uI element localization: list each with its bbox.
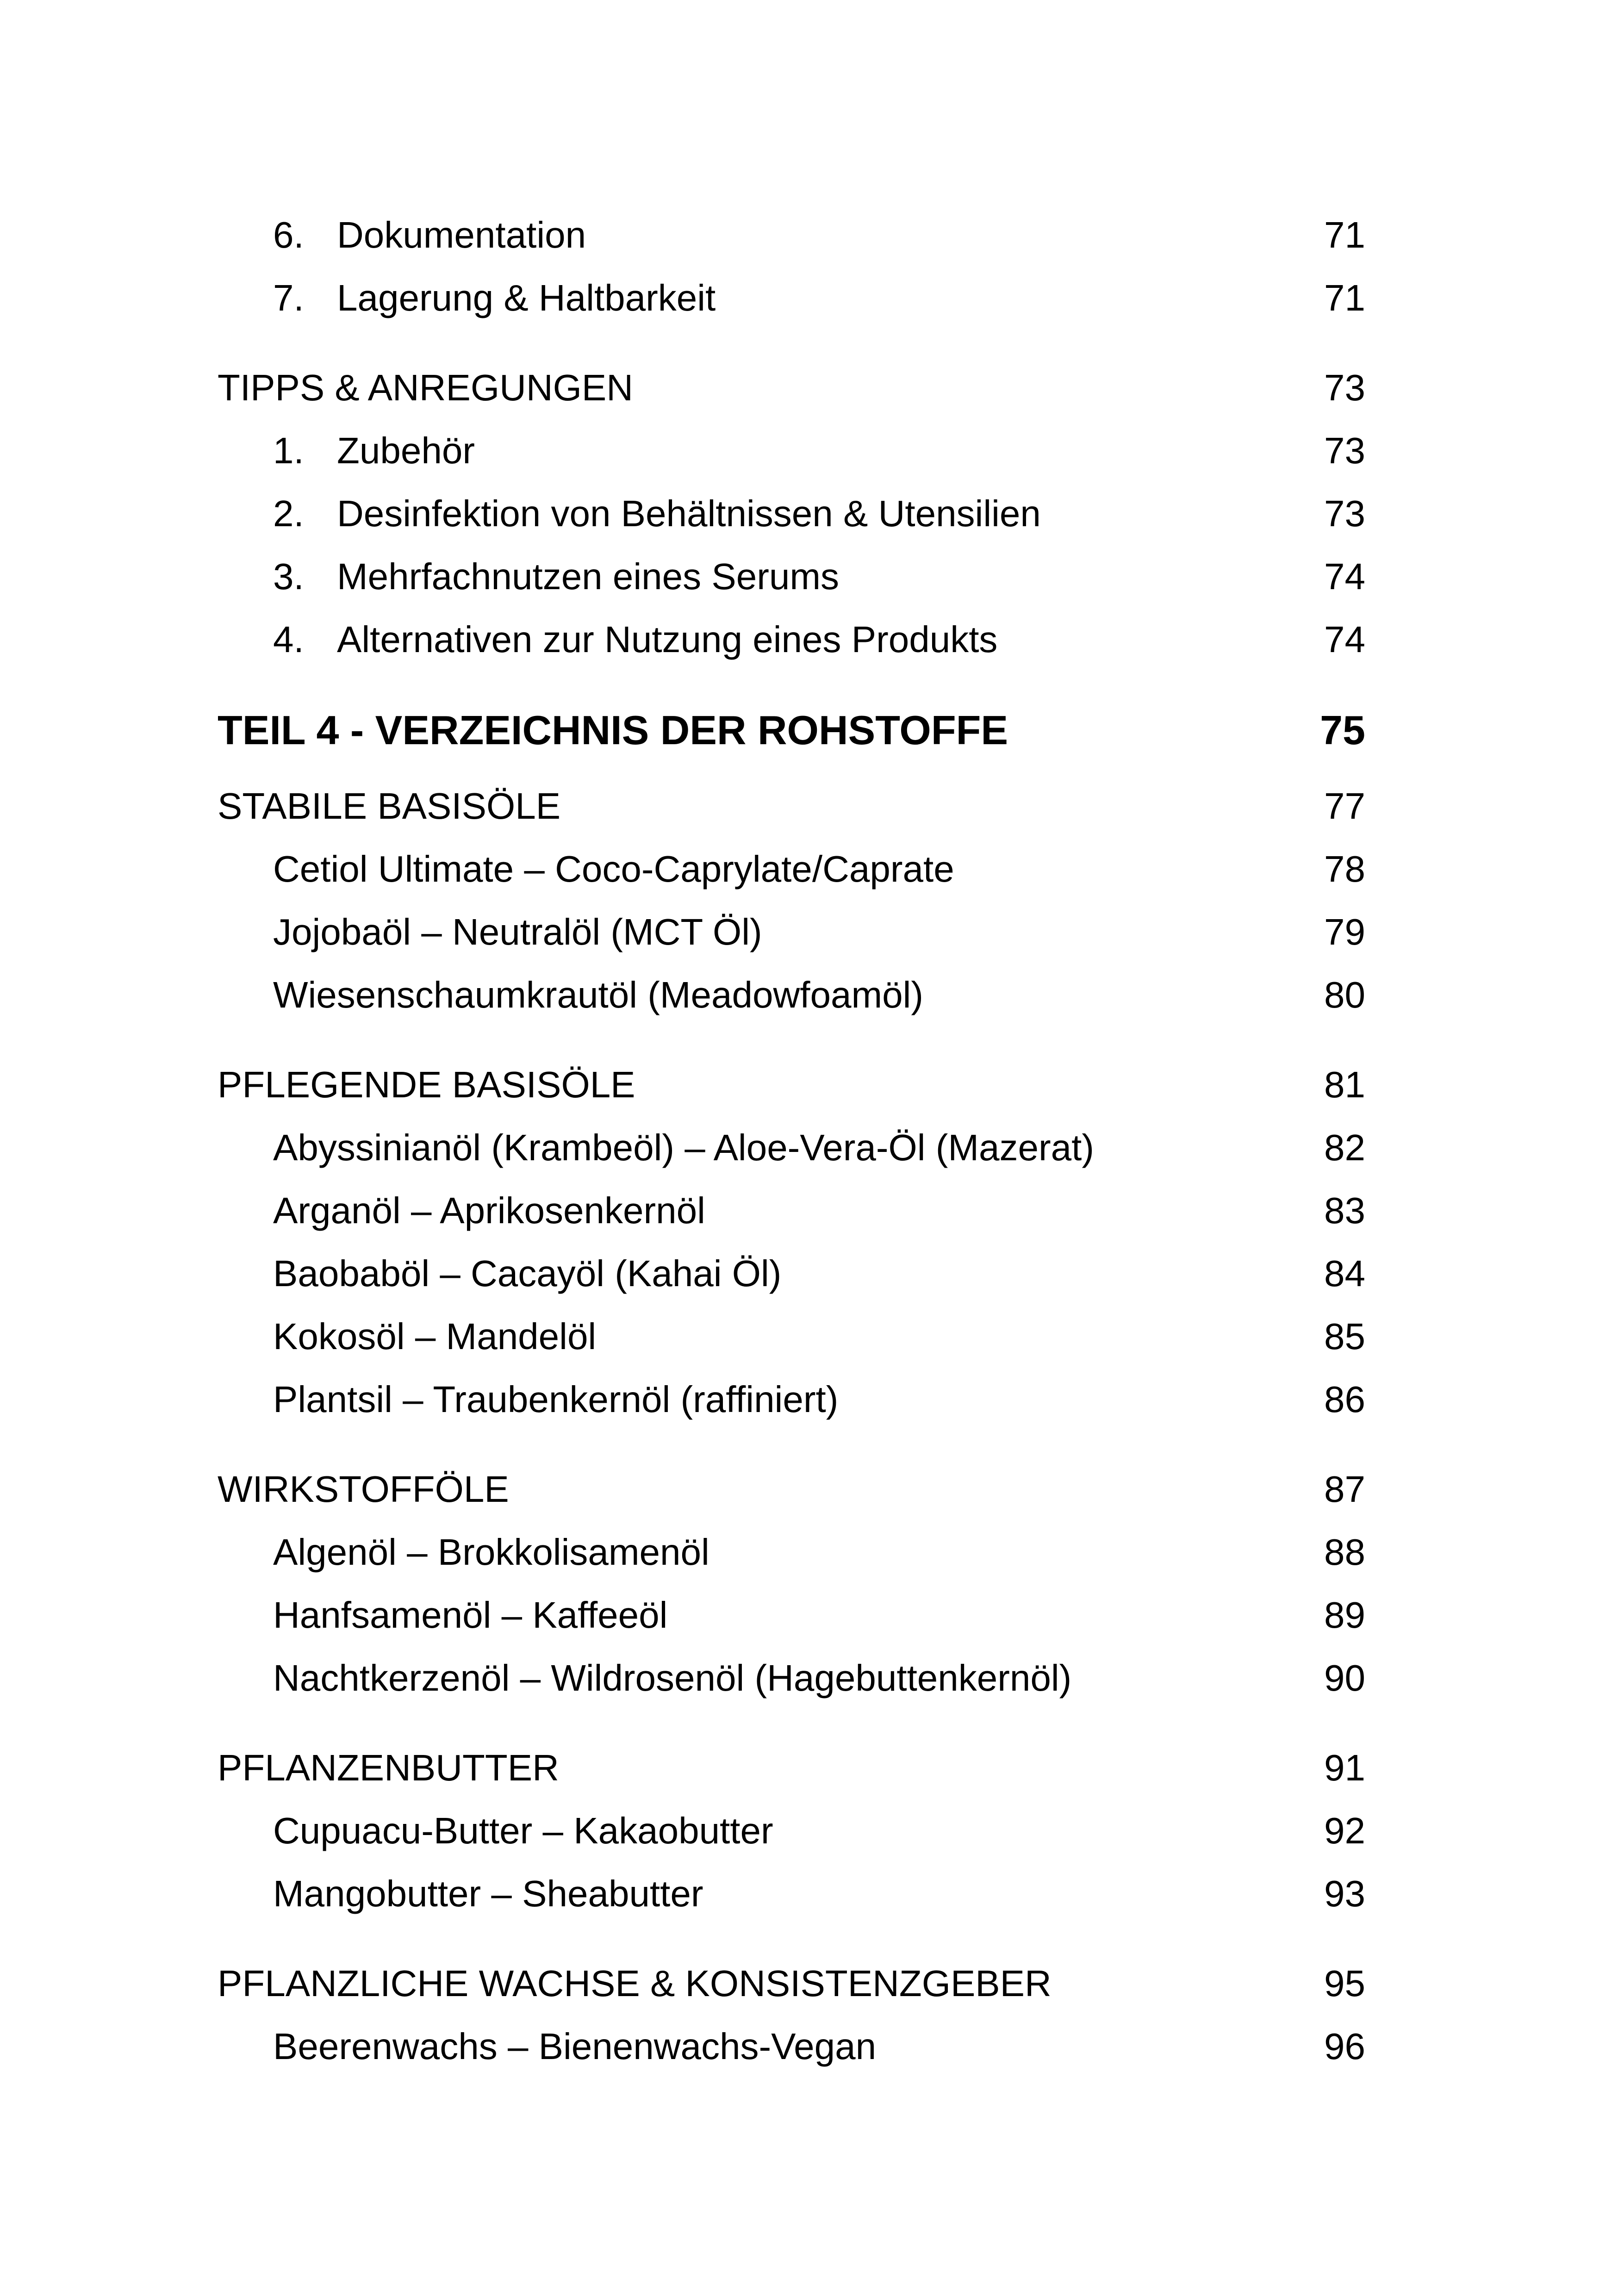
toc-section-tipps[interactable]: [218, 356, 1365, 419]
toc-entry-mehrfachnutzen[interactable]: [218, 545, 1365, 608]
toc-entry[interactable]: [218, 1368, 1365, 1431]
entry-page-number: 93: [1324, 1873, 1365, 1914]
entry-number: 2.: [273, 493, 304, 534]
entry-label: Nachtkerzenöl – Wildrosenöl (Hagebuttenkernöl): [273, 1657, 1072, 1699]
entry-number: 1.: [273, 430, 304, 471]
entry-number: 3.: [273, 556, 304, 597]
entry-page-number: 92: [1324, 1810, 1365, 1851]
toc-section-stabile-basisoele[interactable]: [218, 775, 1365, 838]
entry-label: Arganöl – Aprikosenkernöl: [273, 1190, 705, 1231]
section-label: PFLANZENBUTTER: [218, 1747, 559, 1788]
entry-page-number: 89: [1324, 1594, 1365, 1636]
toc-entry[interactable]: [218, 2015, 1365, 2078]
entry-number: 4.: [273, 619, 304, 660]
toc-entry[interactable]: [218, 1862, 1365, 1925]
toc-section-pflanzenbutter[interactable]: [218, 1736, 1365, 1799]
toc-entry[interactable]: [218, 964, 1365, 1027]
entry-page-number: 71: [1324, 277, 1365, 318]
entry-label: Beerenwachs – Bienenwachs-Vegan: [273, 2026, 877, 2067]
entry-label: Mehrfachnutzen eines Serums: [337, 556, 839, 597]
entry-page-number: 96: [1324, 2026, 1365, 2067]
section-page-number: 81: [1324, 1064, 1365, 1105]
entry-page-number: 78: [1324, 848, 1365, 890]
entry-number: 7.: [273, 277, 304, 318]
toc-entry[interactable]: [218, 1521, 1365, 1584]
toc-part-heading[interactable]: [218, 698, 1365, 763]
toc-entry[interactable]: [218, 1647, 1365, 1710]
table-of-contents: [218, 204, 1365, 2078]
entry-label: Cupuacu-Butter – Kakaobutter: [273, 1810, 773, 1851]
entry-number: 6.: [273, 214, 304, 255]
section-label: PFLEGENDE BASISÖLE: [218, 1064, 635, 1105]
toc-entry[interactable]: [218, 1116, 1365, 1179]
section-label: PFLANZLICHE WACHSE & KONSISTENZGEBER: [218, 1963, 1052, 2004]
entry-page-number: 71: [1324, 214, 1365, 255]
entry-label: Desinfektion von Behältnissen & Utensilien: [337, 493, 1041, 534]
toc-entry[interactable]: [218, 901, 1365, 964]
entry-label: Dokumentation: [337, 214, 586, 255]
entry-label: Lagerung & Haltbarkeit: [337, 277, 716, 318]
toc-section-wirkstoffoele[interactable]: [218, 1458, 1365, 1521]
toc-entry[interactable]: [218, 1584, 1365, 1647]
section-page-number: 77: [1324, 785, 1365, 827]
entry-page-number: 85: [1324, 1316, 1365, 1357]
entry-page-number: 82: [1324, 1127, 1365, 1168]
entry-label: Jojobaöl – Neutralöl (MCT Öl): [273, 911, 762, 952]
part-label: TEIL 4 - VERZEICHNIS DER ROHSTOFFE: [218, 707, 1008, 753]
toc-entry[interactable]: [218, 1179, 1365, 1242]
entry-page-number: 84: [1324, 1253, 1365, 1294]
entry-page-number: 79: [1324, 911, 1365, 952]
entry-page-number: 83: [1324, 1190, 1365, 1231]
entry-page-number: 88: [1324, 1531, 1365, 1573]
section-page-number: 91: [1324, 1747, 1365, 1788]
entry-label: Wiesenschaumkrautöl (Meadowfoamöl): [273, 974, 923, 1015]
toc-section-pflegende-basisoele[interactable]: [218, 1053, 1365, 1116]
entry-page-number: 74: [1324, 556, 1365, 597]
entry-page-number: 73: [1324, 493, 1365, 534]
toc-entry[interactable]: [218, 838, 1365, 901]
toc-entry-alternativen[interactable]: [218, 608, 1365, 671]
entry-label: Algenöl – Brokkolisamenöl: [273, 1531, 709, 1573]
entry-label: Alternativen zur Nutzung eines Produkts: [337, 619, 998, 660]
toc-entry-zubehoer[interactable]: [218, 419, 1365, 482]
entry-page-number: 90: [1324, 1657, 1365, 1699]
toc-entry[interactable]: [218, 1799, 1365, 1862]
section-label: STABILE BASISÖLE: [218, 785, 561, 827]
entry-label: Plantsil – Traubenkernöl (raffiniert): [273, 1379, 839, 1420]
toc-entry-dokumentation[interactable]: [218, 204, 1365, 267]
entry-page-number: 80: [1324, 974, 1365, 1015]
part-page-number: 75: [1320, 707, 1365, 753]
entry-label: Kokosöl – Mandelöl: [273, 1316, 597, 1357]
section-label: TIPPS & ANREGUNGEN: [218, 367, 633, 408]
section-page-number: 73: [1324, 367, 1365, 408]
toc-entry[interactable]: [218, 1242, 1365, 1305]
entry-label: Abyssinianöl (Krambeöl) – Aloe-Vera-Öl (Mazerat): [273, 1127, 1095, 1168]
entry-page-number: 73: [1324, 430, 1365, 471]
entry-label: Baobaböl – Cacayöl (Kahai Öl): [273, 1253, 782, 1294]
entry-label: Hanfsamenöl – Kaffeeöl: [273, 1594, 668, 1636]
toc-section-pflanzliche-wachse[interactable]: [218, 1952, 1365, 2015]
toc-entry-lagerung[interactable]: [218, 267, 1365, 330]
entry-label: Cetiol Ultimate – Coco-Caprylate/Caprate: [273, 848, 954, 890]
section-page-number: 87: [1324, 1468, 1365, 1510]
entry-label: Zubehör: [337, 430, 475, 471]
entry-page-number: 86: [1324, 1379, 1365, 1420]
section-page-number: 95: [1324, 1963, 1365, 2004]
section-label: WIRKSTOFFÖLE: [218, 1468, 509, 1510]
toc-entry-desinfektion[interactable]: [218, 482, 1365, 545]
entry-page-number: 74: [1324, 619, 1365, 660]
entry-label: Mangobutter – Sheabutter: [273, 1873, 703, 1914]
toc-entry[interactable]: [218, 1305, 1365, 1368]
